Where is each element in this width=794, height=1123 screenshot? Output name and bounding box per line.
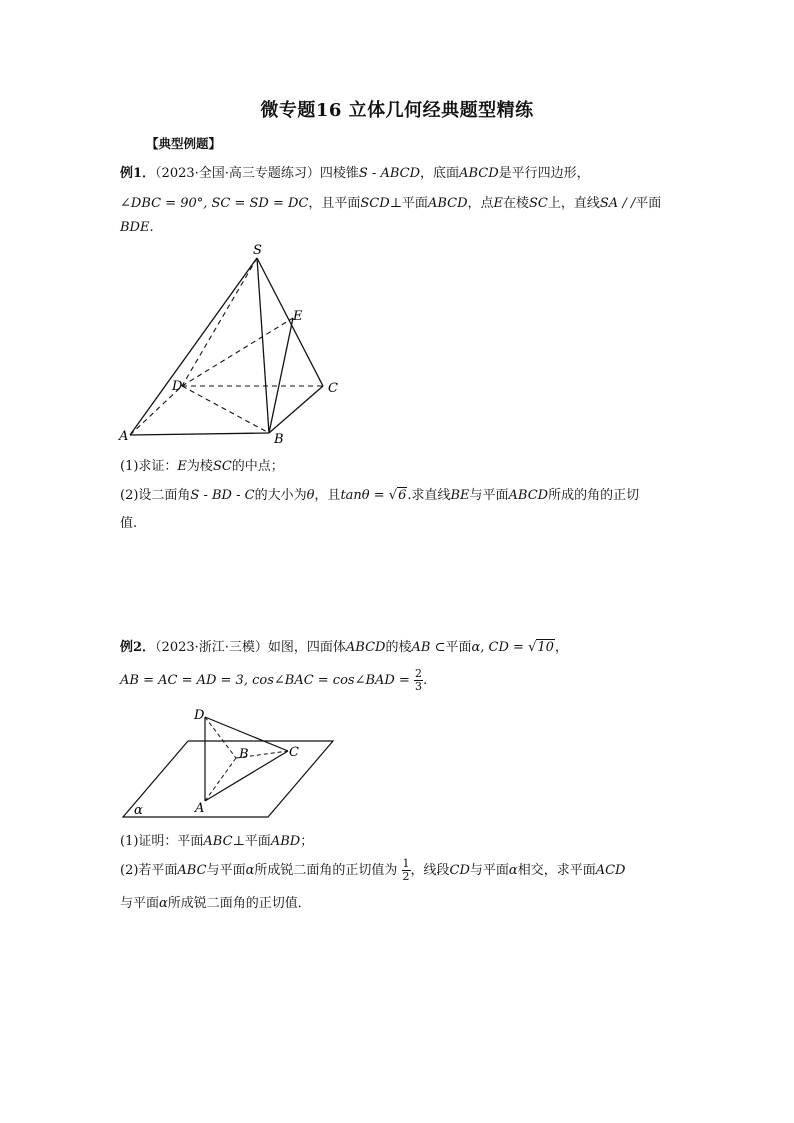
example2-q2-f: 相交，求平面 bbox=[517, 863, 596, 878]
edge-sd bbox=[182, 258, 257, 386]
example1-stem-c: 是平行四边形， bbox=[498, 166, 590, 181]
example2-stem-a: 如图，四面体 bbox=[267, 640, 346, 655]
example1-line2-a: ，且平面 bbox=[308, 196, 361, 211]
example2-q2-c: 所成锐二面角的正切值为 bbox=[254, 863, 398, 878]
example1-q2-end: 值. bbox=[120, 516, 138, 531]
label-e: E bbox=[293, 309, 303, 324]
example2-stem-b: 的棱 bbox=[385, 640, 412, 655]
example2-fraction bbox=[414, 668, 423, 693]
example2-q2-b: 与平面 bbox=[206, 863, 246, 878]
edge-sc bbox=[257, 258, 323, 386]
edge-sb bbox=[257, 258, 269, 433]
example1-perp: ⊥ bbox=[389, 196, 402, 211]
example1-sym-sabcd: S - ABCD bbox=[358, 166, 421, 181]
label-d: D bbox=[194, 708, 205, 723]
example2-q2-alpha3: α bbox=[159, 896, 168, 911]
example2-q2-line2 bbox=[120, 892, 311, 911]
label-d: D bbox=[172, 379, 183, 394]
example2-sym-ab: AB ⊂ bbox=[411, 640, 446, 655]
example2-sqrt10: 10 bbox=[537, 640, 554, 655]
example2-q1-b: ⊥ bbox=[232, 834, 245, 849]
label-alpha: α bbox=[134, 803, 143, 818]
example1-q2-sqrt: 6 bbox=[398, 488, 407, 503]
example1-q2-angle: S - BD - C bbox=[190, 488, 255, 503]
example2-q2-fraction bbox=[402, 858, 411, 883]
example2-label: 例2． bbox=[120, 640, 156, 655]
example1-line1 bbox=[120, 162, 590, 181]
example1-q1-e: E bbox=[177, 459, 187, 474]
example2-q2-a: (2)若平面 bbox=[120, 863, 178, 878]
example2-q2-acd: ACD bbox=[595, 863, 626, 878]
example2-q1-d: ； bbox=[300, 834, 314, 849]
example2-frac-num: 2 bbox=[415, 667, 423, 680]
example2-q1-abd: ABD bbox=[270, 834, 301, 849]
example1-sym-abcd2: ABCD bbox=[427, 196, 468, 211]
example1-line2-f: 平面 bbox=[635, 196, 662, 211]
example2-q2-alpha: α bbox=[245, 863, 255, 878]
example1-line2-e: 上，直线 bbox=[547, 196, 600, 211]
example1-q1-c: 的中点； bbox=[231, 459, 284, 474]
example2-q2 bbox=[120, 858, 625, 883]
figure2-tetrahedron bbox=[118, 704, 338, 824]
label-s: S bbox=[253, 243, 262, 258]
example2-q2-den: 2 bbox=[402, 870, 410, 883]
example1-q2-tan: tanθ = bbox=[340, 488, 385, 503]
example1-line2-math: ∠DBC = 90°, SC = SD = DC bbox=[120, 196, 309, 211]
figure1-pyramid bbox=[115, 238, 355, 448]
edge-db bbox=[182, 386, 269, 433]
example1-q1-sc: SC bbox=[212, 459, 232, 474]
example1-q2: (2)设二面角S - BD - C的大小为θ，且tanθ = √6.求直线BE与平面ABCD所成的角的正切 bbox=[120, 488, 640, 503]
edge-ab bbox=[130, 433, 269, 435]
example2-source: （2023·浙江·三模） bbox=[155, 640, 268, 655]
example2-q2-h: 所成锐二面角的正切值． bbox=[167, 896, 311, 911]
example1-q2-a: (2)设二面角 bbox=[120, 488, 191, 503]
label-c: C bbox=[328, 381, 338, 396]
example2-stem-c: 平面 bbox=[445, 640, 472, 655]
example1-label: 例1． bbox=[120, 166, 156, 181]
example1-q2-b: 的大小为 bbox=[254, 488, 307, 503]
example1-q2-f: 所成的角的正切 bbox=[548, 488, 640, 503]
example1-line2-d: 在棱 bbox=[503, 196, 530, 211]
example1-stem-a: 四棱锥 bbox=[319, 166, 359, 181]
example1-sym-e: E bbox=[493, 196, 504, 211]
label-c: C bbox=[289, 745, 299, 760]
example2-q1-abc: ABC bbox=[203, 834, 233, 849]
example1-q2-abcd: ABCD bbox=[508, 488, 549, 503]
example2-q2-e: 与平面 bbox=[469, 863, 509, 878]
example1-sym-scd: SCD bbox=[360, 196, 390, 211]
example2-q2-cd: CD bbox=[449, 863, 470, 878]
example1-q2-be: BE bbox=[450, 488, 470, 503]
example2-q1-a: (1)证明：平面 bbox=[120, 834, 204, 849]
edge-de bbox=[182, 318, 293, 386]
example2-line2 bbox=[120, 668, 427, 693]
example2-frac-den: 3 bbox=[415, 680, 423, 693]
plane-alpha bbox=[123, 741, 333, 817]
example1-sym-sa: SA / / bbox=[599, 196, 636, 211]
label-a: A bbox=[119, 429, 129, 444]
example1-q1-b: 为棱 bbox=[186, 459, 213, 474]
example1-stem-b: ，底面 bbox=[420, 166, 460, 181]
edge-ab bbox=[205, 758, 236, 801]
example2-line1: 例2．（2023·浙江·三模）如图，四面体ABCD的棱AB ⊂平面α, CD = √10， bbox=[120, 640, 568, 655]
example2-line2-end: . bbox=[423, 673, 428, 688]
example1-line2-c: ，点 bbox=[467, 196, 494, 211]
example2-q1-c: 平面 bbox=[244, 834, 271, 849]
example2-q2-g: 与平面 bbox=[120, 896, 160, 911]
example2-q2-alpha2: α bbox=[508, 863, 518, 878]
example1-q2-theta: θ bbox=[306, 488, 315, 503]
example2-line2-math: AB = AC = AD = 3, cos∠BAC = cos∠BAD = bbox=[120, 673, 410, 688]
example1-sym-abcd: ABCD bbox=[459, 166, 499, 181]
example2-sym-alpha-cd: α, CD = bbox=[471, 640, 524, 655]
example1-line2 bbox=[120, 192, 661, 211]
example1-sym-sc: SC bbox=[529, 196, 548, 211]
example1-q1 bbox=[120, 455, 284, 474]
example2-sym-abcd: ABCD bbox=[345, 640, 386, 655]
example1-q1-a: (1)求证： bbox=[120, 459, 178, 474]
example1-q2-d: .求直线 bbox=[407, 488, 451, 503]
example1-line2-b: 平面 bbox=[401, 196, 428, 211]
example2-stem-d: ， bbox=[554, 640, 568, 655]
label-b: B bbox=[239, 747, 249, 762]
edge-sa bbox=[130, 258, 257, 435]
example2-q2-abc: ABC bbox=[177, 863, 207, 878]
example1-q2-c: ，且 bbox=[314, 488, 341, 503]
label-a: A bbox=[195, 801, 205, 816]
section-label: 【典型例题】 bbox=[146, 136, 222, 151]
example1-q2-e: 与平面 bbox=[469, 488, 509, 503]
page-title: 微专题16 立体几何经典题型精练 bbox=[260, 100, 534, 121]
example1-source: （2023·全国·高三专题练习） bbox=[155, 166, 320, 181]
example2-q2-d: ，线段 bbox=[410, 863, 450, 878]
example2-q1 bbox=[120, 830, 313, 849]
example1-line3: BDE. bbox=[120, 220, 154, 235]
label-b: B bbox=[274, 432, 284, 447]
example2-q2-num: 1 bbox=[402, 857, 410, 870]
